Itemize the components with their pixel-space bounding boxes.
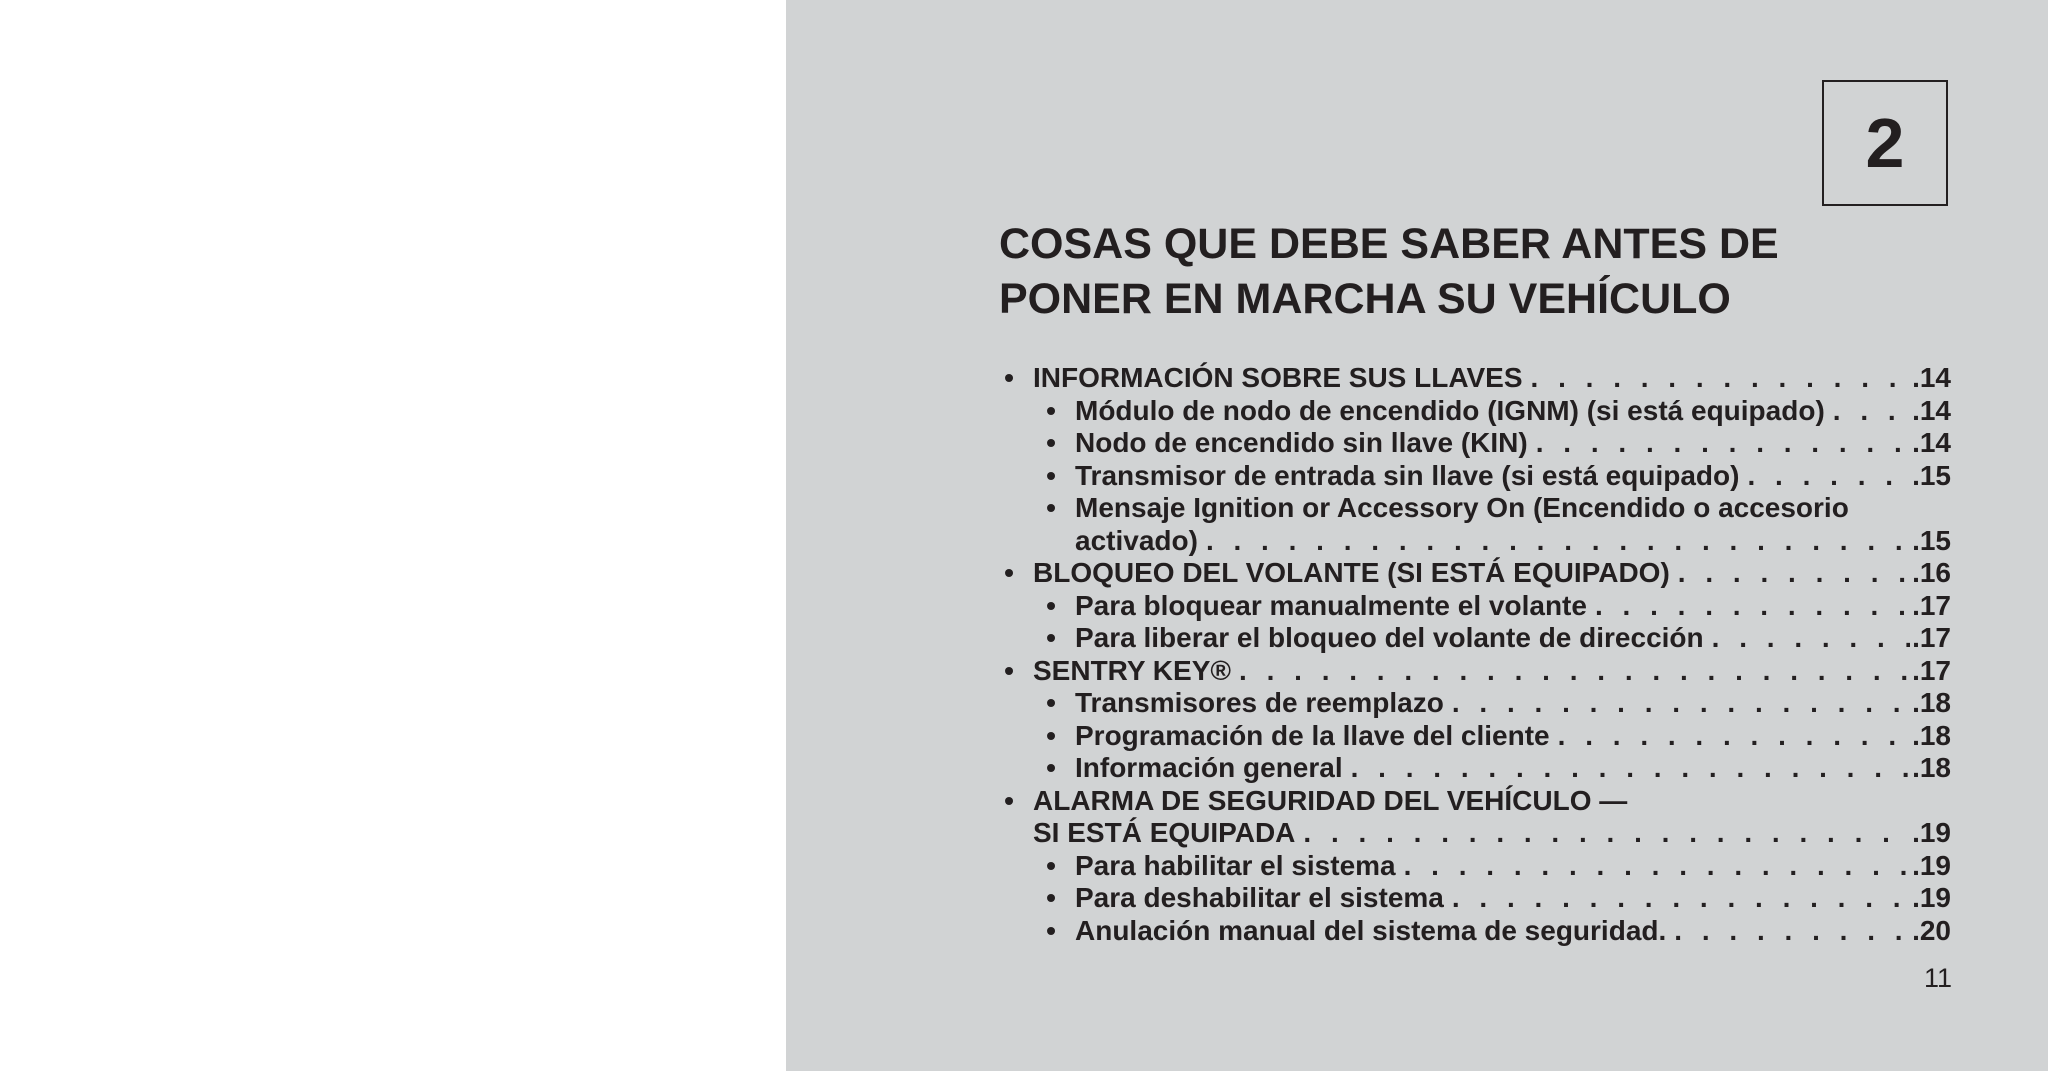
bullet-icon: • xyxy=(1046,459,1056,491)
toc-entry-text: Información general xyxy=(1075,752,1343,783)
bullet-icon: • xyxy=(1046,882,1056,913)
chapter-number: 2 xyxy=(1865,104,1905,182)
toc-section-entry[interactable] xyxy=(999,362,1951,395)
toc-entry-text: BLOQUEO DEL VOLANTE (SI ESTÁ EQUIPADO) xyxy=(1033,557,1670,588)
toc-entry-text: Para bloquear manualmente el volante xyxy=(1075,589,1587,621)
toc-section-entry[interactable] xyxy=(999,785,1951,818)
bullet-icon: • xyxy=(1004,557,1014,588)
toc-entry-page: .17 xyxy=(1912,589,1951,621)
toc-entry-page: .17 xyxy=(1912,622,1951,653)
bullet-icon: • xyxy=(1046,719,1056,751)
toc-entry-text: Transmisor de entrada sin llave (si está equipado) xyxy=(1075,459,1740,491)
toc-subsection-entry[interactable] xyxy=(999,492,1951,525)
toc-subsection-entry[interactable] xyxy=(999,752,1951,785)
toc-entry-text: SENTRY KEY® xyxy=(1033,654,1232,686)
toc-entry-page: .17 xyxy=(1912,654,1951,686)
toc-section-entry[interactable] xyxy=(999,655,1951,688)
dot-leader xyxy=(1295,817,1910,850)
bullet-icon: • xyxy=(1046,687,1056,718)
toc-entry-text: Nodo de encendido sin llave (KIN) xyxy=(1075,427,1528,458)
page-number: 11 xyxy=(1923,963,1952,993)
toc-entry-page: .19 xyxy=(1912,849,1951,881)
toc-subsection-entry[interactable] xyxy=(999,720,1951,753)
toc-subsection-entry[interactable] xyxy=(999,427,1951,460)
dot-leader xyxy=(1704,622,1910,655)
toc-entry-page: .15 xyxy=(1912,524,1951,556)
toc-subsection-entry[interactable] xyxy=(999,915,1951,948)
toc-entry-page: .18 xyxy=(1912,752,1951,783)
bullet-icon: • xyxy=(1004,784,1014,816)
bullet-icon: • xyxy=(1046,622,1056,653)
toc-subsection-entry[interactable] xyxy=(999,525,1951,558)
toc-entry-page: .18 xyxy=(1912,719,1951,751)
dot-leader xyxy=(1528,427,1910,460)
bullet-icon: • xyxy=(1046,589,1056,621)
bullet-icon: • xyxy=(1004,654,1014,686)
dot-leader xyxy=(1396,850,1910,883)
dot-leader xyxy=(1739,460,1910,493)
toc-entry-page: .16 xyxy=(1912,557,1951,588)
bullet-icon: • xyxy=(1046,849,1056,881)
chapter-title xyxy=(999,217,1939,327)
dot-leader xyxy=(1587,590,1910,623)
dot-leader xyxy=(1523,362,1911,395)
dot-leader xyxy=(1444,687,1910,720)
dot-leader xyxy=(1343,752,1910,785)
toc-entry-text: Para habilitar el sistema xyxy=(1075,849,1396,881)
table-of-contents xyxy=(999,362,1951,947)
bullet-icon: • xyxy=(1004,362,1014,393)
chapter-title-line-2: PONER EN MARCHA SU VEHÍCULO xyxy=(999,275,1731,323)
toc-entry-text: ALARMA DE SEGURIDAD DEL VEHÍCULO — xyxy=(1033,784,1628,816)
dot-leader xyxy=(1198,525,1910,558)
toc-entry-page: .14 xyxy=(1912,362,1951,393)
bullet-icon: • xyxy=(1046,752,1056,783)
toc-entry-text: Para liberar el bloqueo del volante de dirección xyxy=(1075,622,1704,653)
toc-entry-text: Transmisores de reemplazo xyxy=(1075,687,1444,718)
bullet-icon: • xyxy=(1046,492,1056,523)
left-blank-page xyxy=(0,0,786,1071)
dot-leader xyxy=(1550,720,1910,753)
dot-leader xyxy=(1231,655,1910,688)
toc-entry-text: Anulación manual del sistema de seguridad. xyxy=(1075,914,1667,946)
toc-subsection-entry[interactable] xyxy=(999,395,1951,428)
chapter-title-line-1: COSAS QUE DEBE SABER ANTES DE xyxy=(999,220,1779,268)
toc-entry-page: .15 xyxy=(1912,459,1951,491)
toc-entry-text: Módulo de nodo de encendido (IGNM) (si está equipado) xyxy=(1075,394,1825,426)
toc-entry-page: .19 xyxy=(1912,817,1951,848)
toc-entry-text: SI ESTÁ EQUIPADA xyxy=(1033,817,1296,848)
toc-entry-text: activado) xyxy=(1075,524,1198,556)
toc-subsection-entry[interactable] xyxy=(999,882,1951,915)
toc-section-entry[interactable] xyxy=(999,817,1951,850)
toc-entry-text: Programación de la llave del cliente xyxy=(1075,719,1550,751)
toc-entry-text: Mensaje Ignition or Accessory On (Encendido o accesorio xyxy=(1075,492,1849,523)
dot-leader xyxy=(1666,915,1910,948)
dot-leader xyxy=(1444,882,1910,915)
toc-subsection-entry[interactable] xyxy=(999,687,1951,720)
bullet-icon: • xyxy=(1046,914,1056,946)
toc-entry-page: .14 xyxy=(1912,394,1951,426)
dot-leader xyxy=(1825,395,1910,428)
toc-entry-page: .20 xyxy=(1912,914,1951,946)
toc-subsection-entry[interactable] xyxy=(999,590,1951,623)
bullet-icon: • xyxy=(1046,427,1056,458)
bullet-icon: • xyxy=(1046,394,1056,426)
toc-entry-page: .19 xyxy=(1912,882,1951,913)
toc-subsection-entry[interactable] xyxy=(999,460,1951,493)
toc-entry-text: INFORMACIÓN SOBRE SUS LLAVES xyxy=(1033,362,1523,393)
toc-subsection-entry[interactable] xyxy=(999,850,1951,883)
toc-subsection-entry[interactable] xyxy=(999,622,1951,655)
chapter-number-box xyxy=(1822,80,1948,206)
dot-leader xyxy=(1670,557,1910,590)
toc-section-entry[interactable] xyxy=(999,557,1951,590)
toc-entry-page: .18 xyxy=(1912,687,1951,718)
toc-entry-text: Para deshabilitar el sistema xyxy=(1075,882,1444,913)
toc-entry-page: .14 xyxy=(1912,427,1951,458)
